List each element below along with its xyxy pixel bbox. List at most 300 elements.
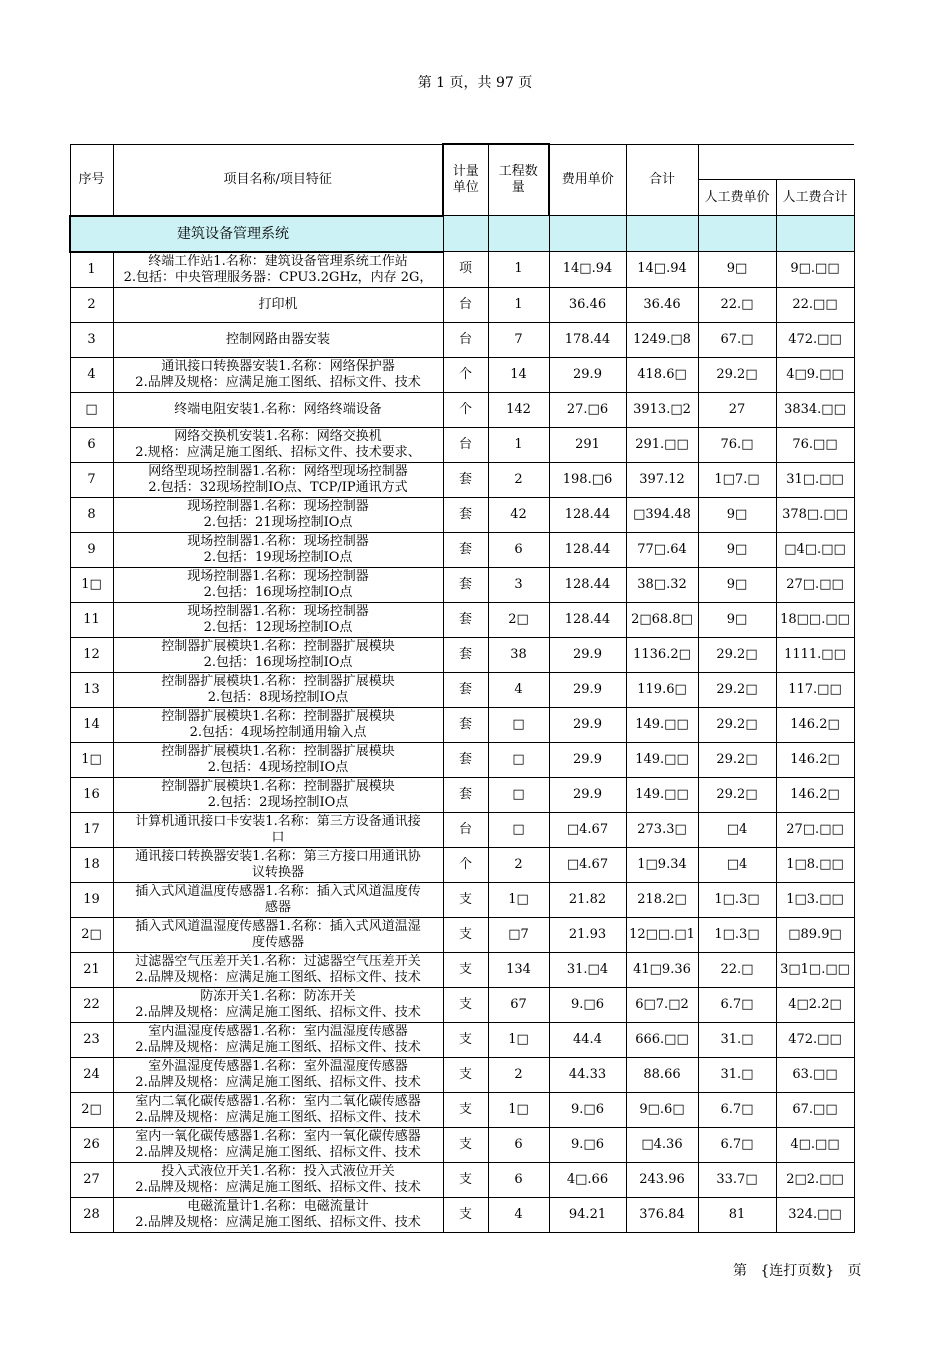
cell-qty: 7 — [488, 322, 549, 357]
cell-total: 218.2□ — [626, 882, 698, 917]
cell-name-wrap — [114, 883, 443, 916]
cell-unit-price: 29.9 — [549, 637, 626, 672]
cell-labor-price: 29.2□ — [698, 637, 776, 672]
group-title: 建筑设备管理系统 — [70, 216, 443, 252]
cell-labor-total: 378□.□□ — [776, 497, 854, 532]
header-row-1 — [70, 144, 854, 180]
cell-unit-price: 128.44 — [549, 532, 626, 567]
cell-seq: 9 — [70, 532, 113, 567]
cell-name — [113, 497, 443, 532]
item-name-line1: 现场控制器1.名称：现场控制器 — [187, 604, 369, 619]
item-name-line1: 室内二氧化碳传感器1.名称：室内二氧化碳传感器 — [135, 1094, 421, 1109]
item-name-line1: 控制器扩展模块1.名称：控制器扩展模块 — [161, 639, 395, 654]
cell-qty: 6 — [488, 1127, 549, 1162]
cell-labor-total: 4□.□□ — [776, 1127, 854, 1162]
cell-unit-price: 178.44 — [549, 322, 626, 357]
cell-name-wrap — [114, 324, 443, 356]
cell-name — [113, 707, 443, 742]
item-name-line1: 打印机 — [258, 296, 298, 312]
cell-total: 2□68.8□ — [626, 602, 698, 637]
cell-unit: 套 — [443, 777, 488, 812]
cell-labor-total: 76.□□ — [776, 427, 854, 462]
cell-name-wrap — [114, 1023, 443, 1056]
cell-qty: 134 — [488, 952, 549, 987]
cell-total: 88.66 — [626, 1057, 698, 1092]
cell-name-wrap — [114, 358, 443, 391]
table-row — [70, 812, 854, 847]
cell-name — [113, 427, 443, 462]
cell-name-wrap — [114, 533, 443, 566]
cell-name-wrap — [114, 394, 443, 426]
cell-qty: 3 — [488, 567, 549, 602]
cell-name-wrap — [114, 603, 443, 636]
cell-name-wrap — [114, 708, 443, 741]
cell-name — [113, 322, 443, 357]
cell-total: 36.46 — [626, 287, 698, 322]
cell-unit: 台 — [443, 287, 488, 322]
cell-seq: 17 — [70, 812, 113, 847]
cell-total: 397.12 — [626, 462, 698, 497]
cell-labor-total: 27□.□□ — [776, 812, 854, 847]
cell-name-wrap — [114, 253, 443, 286]
cell-labor-total: 117.□□ — [776, 672, 854, 707]
cell-seq: 12 — [70, 637, 113, 672]
table-row — [70, 1022, 854, 1057]
cell-seq: 16 — [70, 777, 113, 812]
header-unit-price: 费用单价 — [549, 144, 626, 216]
cell-total: 1249.□8 — [626, 322, 698, 357]
cell-unit: 套 — [443, 497, 488, 532]
cell-labor-price: 29.2□ — [698, 357, 776, 392]
item-name-line1: 室内一氧化碳传感器1.名称：室内一氧化碳传感器 — [135, 1129, 421, 1144]
cell-unit-price: 21.93 — [549, 917, 626, 952]
cell-unit: 套 — [443, 672, 488, 707]
cell-labor-price: 1□.3□ — [698, 882, 776, 917]
cell-qty: □ — [488, 777, 549, 812]
cell-unit: 套 — [443, 462, 488, 497]
item-name-line2: 议转换器 — [251, 865, 304, 880]
cell-labor-total: 472.□□ — [776, 1022, 854, 1057]
table-row — [70, 707, 854, 742]
item-name-line2: 2.包括：4现场控制IO点 — [207, 760, 349, 775]
item-name-line1: 控制器扩展模块1.名称：控制器扩展模块 — [161, 779, 395, 794]
cell-labor-total: 146.2□ — [776, 707, 854, 742]
page-header: 第 1 页，共 97 页 — [417, 75, 533, 91]
cell-unit-price: 36.46 — [549, 287, 626, 322]
cell-name — [113, 1022, 443, 1057]
table-row — [70, 637, 854, 672]
cell-name — [113, 1197, 443, 1232]
cell-seq: 4 — [70, 357, 113, 392]
cell-unit-price: 128.44 — [549, 602, 626, 637]
cell-unit: 套 — [443, 532, 488, 567]
cell-qty: □ — [488, 742, 549, 777]
item-name-line1: 通讯接口转换器安装1.名称：网络保护器 — [161, 359, 395, 374]
item-name-line2: 2.包括：21现场控制IO点 — [203, 515, 353, 530]
item-name-line1: 控制器扩展模块1.名称：控制器扩展模块 — [161, 709, 395, 724]
item-name-line2: 2.品牌及规格：应满足施工图纸、招标文件、技术 — [135, 1180, 421, 1195]
table-row — [70, 567, 854, 602]
cell-name-wrap — [114, 988, 443, 1021]
cell-seq: 11 — [70, 602, 113, 637]
cell-labor-total: 31□.□□ — [776, 462, 854, 497]
cell-labor-price: 33.7□ — [698, 1162, 776, 1197]
cell-name-wrap — [114, 848, 443, 881]
cell-name-wrap — [114, 813, 443, 846]
header-labor-total: 人工费合计 — [776, 180, 854, 216]
table-row — [70, 392, 854, 427]
cell-labor-total: 1□3.□□ — [776, 882, 854, 917]
item-name-line1: 现场控制器1.名称：现场控制器 — [187, 569, 369, 584]
cell-qty: 2 — [488, 1057, 549, 1092]
cell-unit-price: 29.9 — [549, 357, 626, 392]
cell-total: 149.□□ — [626, 707, 698, 742]
item-name-line1: 控制网路由器安装 — [225, 331, 330, 347]
table-row — [70, 462, 854, 497]
cell-unit-price: 21.82 — [549, 882, 626, 917]
cell-qty: 2 — [488, 847, 549, 882]
cell-total: 243.96 — [626, 1162, 698, 1197]
cell-total: 291.□□ — [626, 427, 698, 462]
cell-qty: 38 — [488, 637, 549, 672]
cell-qty: 1 — [488, 427, 549, 462]
cell-name — [113, 252, 443, 288]
cell-labor-price: 6.7□ — [698, 1092, 776, 1127]
cell-seq: 18 — [70, 847, 113, 882]
cell-unit-price: 9.□6 — [549, 1092, 626, 1127]
cell-name-wrap — [114, 1198, 443, 1231]
cell-name-wrap — [114, 498, 443, 531]
cell-labor-total: 2□2.□□ — [776, 1162, 854, 1197]
cell-name — [113, 287, 443, 322]
cell-name-wrap — [114, 918, 443, 951]
cell-labor-price: 22.□ — [698, 287, 776, 322]
table-row — [70, 497, 854, 532]
cell-total: 6□7.□2 — [626, 987, 698, 1022]
cell-seq: 8 — [70, 497, 113, 532]
table-row — [70, 602, 854, 637]
cell-labor-total: □4□.□□ — [776, 532, 854, 567]
cell-total: 666.□□ — [626, 1022, 698, 1057]
cell-qty: 1 — [488, 252, 549, 288]
cell-unit: 个 — [443, 847, 488, 882]
cell-name-wrap — [114, 568, 443, 601]
item-name-line1: 网络交换机安装1.名称：网络交换机 — [174, 429, 382, 444]
cell-total: 41□9.36 — [626, 952, 698, 987]
cell-unit-price: 128.44 — [549, 567, 626, 602]
cell-unit-price: 44.33 — [549, 1057, 626, 1092]
item-name-line1: 终端电阻安装1.名称：网络终端设备 — [174, 401, 382, 417]
cell-name — [113, 882, 443, 917]
cell-unit: 台 — [443, 427, 488, 462]
header-labor-price: 人工费单价 — [698, 180, 776, 216]
cell-total: 9□.6□ — [626, 1092, 698, 1127]
cell-labor-price: 27 — [698, 392, 776, 427]
cell-unit: 支 — [443, 952, 488, 987]
cell-name — [113, 672, 443, 707]
cell-unit: 项 — [443, 252, 488, 288]
cell-qty: □ — [488, 707, 549, 742]
cell-unit: 支 — [443, 1127, 488, 1162]
cell-seq: □ — [70, 392, 113, 427]
item-name-line1: 室外温湿度传感器1.名称：室外温湿度传感器 — [148, 1059, 408, 1074]
cell-total: 12□□.□1 — [626, 917, 698, 952]
cell-name — [113, 567, 443, 602]
cell-seq: 1□ — [70, 742, 113, 777]
item-name-line2: 2.包括：8现场控制IO点 — [207, 690, 349, 705]
item-name-line2: 2.包括：中央管理服务器：CPU3.2GHz，内存 2G， — [123, 270, 433, 285]
header-qty: 工程数量 — [488, 144, 549, 216]
table-row — [70, 1127, 854, 1162]
item-name-line1: 终端工作站1.名称：建筑设备管理系统工作站 — [148, 254, 408, 269]
cell-labor-price: 9□ — [698, 252, 776, 288]
table-row — [70, 1057, 854, 1092]
cell-total: 418.6□ — [626, 357, 698, 392]
cell-unit: 套 — [443, 567, 488, 602]
cell-labor-total: 146.2□ — [776, 777, 854, 812]
item-name-line2: 2.品牌及规格：应满足施工图纸、招标文件、技术 — [135, 1215, 421, 1230]
cell-unit-price: 4□.66 — [549, 1162, 626, 1197]
cell-labor-price: 9□ — [698, 532, 776, 567]
cell-labor-total: 4□9.□□ — [776, 357, 854, 392]
cell-total: □4.36 — [626, 1127, 698, 1162]
cell-name — [113, 1127, 443, 1162]
cell-labor-price: □4 — [698, 812, 776, 847]
item-name-line2: 2.品牌及规格：应满足施工图纸、招标文件、技术 — [135, 375, 421, 390]
item-name-line2: 2.包括：2现场控制IO点 — [207, 795, 349, 810]
table-row — [70, 672, 854, 707]
item-name-line2: 2.包括：16现场控制IO点 — [203, 655, 353, 670]
cell-name-wrap — [114, 428, 443, 461]
cell-labor-price: 31.□ — [698, 1022, 776, 1057]
cell-seq: 22 — [70, 987, 113, 1022]
cell-labor-price: 9□ — [698, 567, 776, 602]
cell-name-wrap — [114, 673, 443, 706]
cell-unit-price: 9.□6 — [549, 987, 626, 1022]
cell-labor-price: 29.2□ — [698, 777, 776, 812]
item-name-line1: 计算机通讯接口卡安装1.名称：第三方设备通讯接 — [135, 814, 421, 829]
cell-unit-price: 291 — [549, 427, 626, 462]
cell-labor-price: 1□.3□ — [698, 917, 776, 952]
header-total: 合计 — [626, 144, 698, 216]
group-cell — [488, 216, 549, 252]
cell-unit: 支 — [443, 882, 488, 917]
cell-name — [113, 532, 443, 567]
cell-unit: 支 — [443, 1022, 488, 1057]
item-name-line1: 插入式风道温度传感器1.名称：插入式风道温度传 — [135, 884, 421, 899]
cell-labor-total: 18□□.□□ — [776, 602, 854, 637]
cell-total: 273.3□ — [626, 812, 698, 847]
cell-seq: 2□ — [70, 1092, 113, 1127]
header-labor-group — [698, 144, 854, 180]
cell-name-wrap — [114, 1163, 443, 1196]
cell-seq: 14 — [70, 707, 113, 742]
item-name-line1: 插入式风道温湿度传感器1.名称：插入式风道温湿 — [135, 919, 421, 934]
cell-qty: 14 — [488, 357, 549, 392]
item-name-line1: 防冻开关1.名称：防冻开关 — [200, 989, 356, 1004]
header-seq: 序号 — [70, 144, 113, 216]
item-name-line1: 控制器扩展模块1.名称：控制器扩展模块 — [161, 674, 395, 689]
table-row — [70, 252, 854, 288]
table-row — [70, 742, 854, 777]
cell-name-wrap — [114, 743, 443, 776]
cell-unit: 支 — [443, 1197, 488, 1232]
cell-name — [113, 1162, 443, 1197]
page-footer: 第 {连打页数} 页 — [733, 1263, 862, 1279]
table-row — [70, 847, 854, 882]
item-name-line2: 2.包括：19现场控制IO点 — [203, 550, 353, 565]
cell-labor-price: □4 — [698, 847, 776, 882]
cell-seq: 21 — [70, 952, 113, 987]
cell-name — [113, 462, 443, 497]
cell-unit: 支 — [443, 1057, 488, 1092]
cell-unit-price: 94.21 — [549, 1197, 626, 1232]
cell-name — [113, 742, 443, 777]
cell-unit: 个 — [443, 392, 488, 427]
cell-labor-total: 324.□□ — [776, 1197, 854, 1232]
cell-labor-total: 63.□□ — [776, 1057, 854, 1092]
cell-labor-price: 81 — [698, 1197, 776, 1232]
group-cell — [549, 216, 626, 252]
cell-seq: 2□ — [70, 917, 113, 952]
cell-labor-price: 29.2□ — [698, 672, 776, 707]
cell-name-wrap — [114, 1093, 443, 1126]
group-cell — [443, 216, 488, 252]
item-name-line2: 2.包括：32现场控制IO点、TCP/IP通讯方式 — [148, 480, 408, 495]
cell-total: 14□.94 — [626, 252, 698, 288]
cell-total: 149.□□ — [626, 777, 698, 812]
table-row — [70, 532, 854, 567]
cell-seq: 19 — [70, 882, 113, 917]
cell-unit: 支 — [443, 987, 488, 1022]
header-name: 项目名称/项目特征 — [113, 144, 443, 216]
item-name-line2: 2.包括：16现场控制IO点 — [203, 585, 353, 600]
cell-total: 38□.32 — [626, 567, 698, 602]
cell-unit: 台 — [443, 322, 488, 357]
cell-name-wrap — [114, 1058, 443, 1091]
table-row — [70, 917, 854, 952]
cell-name-wrap — [114, 289, 443, 321]
cell-seq: 3 — [70, 322, 113, 357]
cell-qty: 67 — [488, 987, 549, 1022]
cell-labor-price: 67.□ — [698, 322, 776, 357]
cell-total: 1□9.34 — [626, 847, 698, 882]
item-name-line2: 2.品牌及规格：应满足施工图纸、招标文件、技术 — [135, 1040, 421, 1055]
cell-labor-price: 6.7□ — [698, 1127, 776, 1162]
cell-qty: 2 — [488, 462, 549, 497]
cell-qty: 1□ — [488, 1092, 549, 1127]
cell-name — [113, 602, 443, 637]
item-name-line2: 2.包括：4现场控制通用输入点 — [189, 725, 367, 740]
cell-labor-price: 29.2□ — [698, 707, 776, 742]
cell-labor-price: 29.2□ — [698, 742, 776, 777]
bill-of-quantities-table — [69, 143, 855, 1233]
item-name-line2: 2.品牌及规格：应满足施工图纸、招标文件、技术 — [135, 1110, 421, 1125]
cell-qty: 4 — [488, 672, 549, 707]
cell-name — [113, 1057, 443, 1092]
cell-seq: 7 — [70, 462, 113, 497]
item-name-line1: 室内温湿度传感器1.名称：室内温湿度传感器 — [148, 1024, 408, 1039]
cell-name-wrap — [114, 778, 443, 811]
cell-qty: 2□ — [488, 602, 549, 637]
cell-qty: □7 — [488, 917, 549, 952]
cell-labor-price: 31.□ — [698, 1057, 776, 1092]
cell-total: 1136.2□ — [626, 637, 698, 672]
item-name-line1: 网络型现场控制器1.名称：网络型现场控制器 — [148, 464, 408, 479]
cell-labor-total: 67.□□ — [776, 1092, 854, 1127]
cell-labor-total: 1□8.□□ — [776, 847, 854, 882]
item-name-line2: 2.包括：12现场控制IO点 — [203, 620, 353, 635]
item-name-line2: 口 — [271, 830, 285, 845]
cell-labor-total: 3□1□.□□ — [776, 952, 854, 987]
cell-name — [113, 357, 443, 392]
cell-labor-price: 9□ — [698, 497, 776, 532]
item-name-line1: 现场控制器1.名称：现场控制器 — [187, 534, 369, 549]
table-row — [70, 322, 854, 357]
cell-unit-price: 31.□4 — [549, 952, 626, 987]
cell-unit: 支 — [443, 917, 488, 952]
cell-qty: 1□ — [488, 1022, 549, 1057]
table-row — [70, 952, 854, 987]
item-name-line1: 过滤器空气压差开关1.名称：过滤器空气压差开关 — [135, 954, 421, 969]
cell-seq: 28 — [70, 1197, 113, 1232]
cell-name — [113, 952, 443, 987]
cell-total: 376.84 — [626, 1197, 698, 1232]
cell-labor-price: 22.□ — [698, 952, 776, 987]
cell-unit-price: □4.67 — [549, 812, 626, 847]
cell-labor-price: 6.7□ — [698, 987, 776, 1022]
cell-name — [113, 637, 443, 672]
cell-name-wrap — [114, 638, 443, 671]
cell-qty: 42 — [488, 497, 549, 532]
cell-unit: 套 — [443, 707, 488, 742]
cell-unit-price: 9.□6 — [549, 1127, 626, 1162]
cell-labor-total: 472.□□ — [776, 322, 854, 357]
cell-name-wrap — [114, 463, 443, 496]
cell-labor-total: 9□.□□ — [776, 252, 854, 288]
table-row — [70, 1092, 854, 1127]
table-row — [70, 357, 854, 392]
cell-labor-price: 1□7.□ — [698, 462, 776, 497]
cell-name-wrap — [114, 953, 443, 986]
item-name-line1: 投入式液位开关1.名称：投入式液位开关 — [161, 1164, 395, 1179]
cell-name — [113, 987, 443, 1022]
cell-name — [113, 1092, 443, 1127]
cell-seq: 6 — [70, 427, 113, 462]
cell-total: 77□.64 — [626, 532, 698, 567]
table-row — [70, 1162, 854, 1197]
cell-qty: □ — [488, 812, 549, 847]
cell-name-wrap — [114, 1128, 443, 1161]
cell-labor-total: □89.9□ — [776, 917, 854, 952]
table-row — [70, 1197, 854, 1232]
cell-unit: 支 — [443, 1092, 488, 1127]
cell-labor-price: 9□ — [698, 602, 776, 637]
cell-total: 149.□□ — [626, 742, 698, 777]
cell-unit-price: 29.9 — [549, 672, 626, 707]
cell-labor-total: 22.□□ — [776, 287, 854, 322]
cell-total: □394.48 — [626, 497, 698, 532]
cell-name — [113, 812, 443, 847]
cell-name — [113, 847, 443, 882]
cell-unit-price: 27.□6 — [549, 392, 626, 427]
header-unit: 计量单位 — [443, 144, 488, 216]
group-cell — [776, 216, 854, 252]
cell-unit-price: 128.44 — [549, 497, 626, 532]
cell-seq: 2 — [70, 287, 113, 322]
cell-labor-total: 146.2□ — [776, 742, 854, 777]
item-name-line2: 2.规格：应满足施工图纸、招标文件、技术要求、 — [135, 445, 421, 460]
